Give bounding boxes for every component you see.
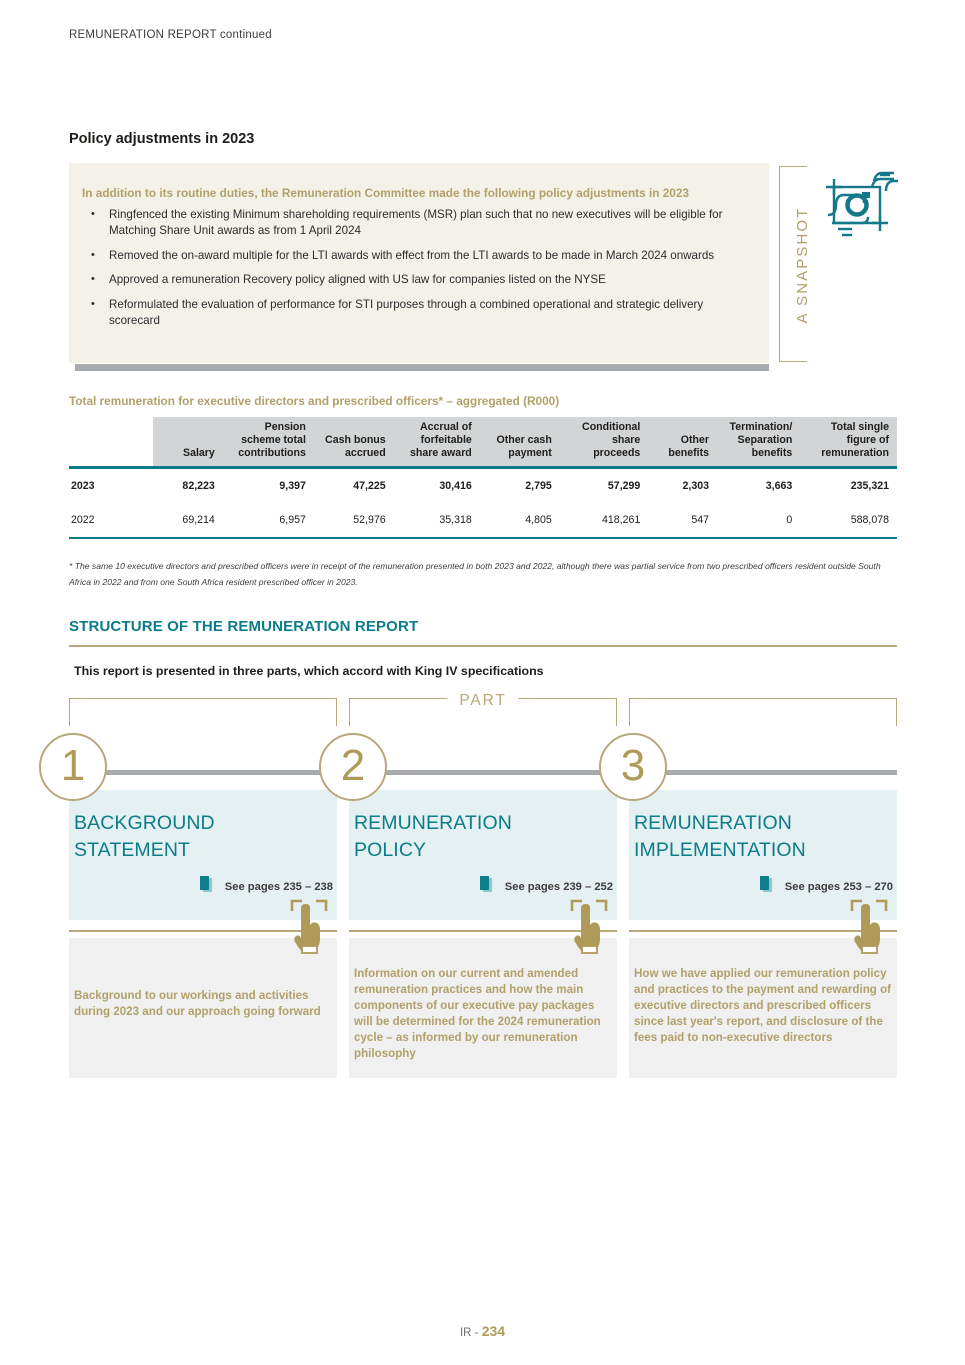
cell-other-benefits: 2,303 — [682, 479, 709, 492]
cell-salary: 82,223 — [182, 479, 215, 492]
table-header — [69, 417, 897, 467]
part-label: PART — [447, 692, 518, 710]
cell-other-benefits: 547 — [691, 513, 709, 526]
part-title: BACKGROUND STATEMENT — [74, 812, 215, 862]
cell-pension: 6,957 — [279, 513, 306, 526]
col-header-salary: Salary — [153, 417, 223, 467]
see-pages-link[interactable] — [200, 876, 333, 898]
col-header-other-benefits: Other benefits — [648, 417, 717, 467]
list-item: • Approved a remuneration Recovery policy aligned with US law for companies listed on the NYSE — [82, 272, 754, 288]
remuneration-table — [69, 417, 897, 539]
part-description: Information on our current and amended remuneration practices and how the main components of our executive pay packages will be determined for the 2024 remuneration cycle – as informed by our remuneration philosophy — [354, 967, 601, 1060]
document-icon — [200, 876, 217, 898]
cell-total: 588,078 — [850, 513, 889, 526]
part-title: REMUNERATION POLICY — [354, 812, 512, 862]
cell-total: 235,321 — [850, 479, 889, 492]
table-header-row — [69, 417, 897, 467]
cell-termination: 0 — [786, 513, 793, 526]
camera-icon — [814, 165, 902, 250]
snapshot-label: A SNAPSHOT — [794, 206, 811, 324]
click-hand-icon — [849, 898, 889, 961]
structure-subheading: This report is presented in three parts, which accord with King IV specifications — [74, 664, 544, 678]
table-row — [69, 503, 897, 538]
part-number-badge: 2 — [319, 733, 387, 801]
cell-salary: 69,214 — [182, 513, 215, 526]
see-pages-link[interactable] — [760, 876, 893, 898]
running-header: REMUNERATION REPORT continued — [69, 29, 272, 41]
document-icon — [480, 876, 497, 898]
col-header-conditional-share: Conditional share proceeds — [560, 417, 649, 467]
col-header-year — [69, 417, 153, 467]
part-bracket-2 — [349, 692, 617, 726]
page-number: 234 — [481, 1323, 506, 1339]
page-title: Policy adjustments in 2023 — [69, 131, 255, 147]
panel-shadow-bar — [75, 364, 769, 371]
see-pages-text: See pages 253 – 270 — [784, 881, 893, 893]
click-hand-icon — [569, 898, 609, 961]
part-bracket-row — [69, 692, 897, 728]
see-pages-link[interactable] — [480, 876, 613, 898]
structure-divider — [69, 645, 897, 647]
cell-year: 2023 — [71, 479, 95, 492]
see-pages-text: See pages 235 – 238 — [224, 881, 333, 893]
part-description: How we have applied our remuneration policy and practices to the payment and rewarding of executive directors and prescribed officers since last year's report, and disclosure of the fees paid to non-executive directors — [634, 967, 892, 1044]
col-header-total-single-figure: Total single figure of remuneration — [800, 417, 897, 467]
part-number-badge: 3 — [599, 733, 667, 801]
click-hand-icon — [289, 898, 329, 961]
cell-conditional-share: 418,261 — [602, 513, 641, 526]
part-bracket-1 — [69, 698, 337, 726]
column-top-bar — [629, 770, 897, 775]
col-header-other-cash: Other cash payment — [480, 417, 560, 467]
column-top-bar — [349, 770, 617, 775]
column-top-bar — [69, 770, 337, 775]
col-header-termination: Termination/ Separation benefits — [717, 417, 800, 467]
col-header-pension: Pension scheme total contributions — [223, 417, 314, 467]
cell-forfeitable-share: 35,318 — [439, 513, 472, 526]
list-item: • Removed the on-award multiple for the LTI awards with effect from the LTI awards to be made in March 2024 onwards — [82, 248, 754, 264]
part-title: REMUNERATION IMPLEMENTATION — [634, 812, 806, 862]
cell-termination: 3,663 — [765, 479, 793, 492]
part-number-badge: 1 — [39, 733, 107, 801]
cell-other-cash: 4,805 — [525, 513, 552, 526]
list-item: • Ringfenced the existing Minimum shareholding requirements (MSR) plan such that no new executives will be eligible for Matching Share Unit awards as from 1 April 2024 — [82, 207, 754, 240]
cell-pension: 9,397 — [279, 479, 306, 492]
table-body — [69, 467, 897, 538]
col-header-cash-bonus: Cash bonus accrued — [314, 417, 394, 467]
part-description: Background to our workings and activities during 2023 and our approach going forward — [74, 989, 321, 1018]
see-pages-text: See pages 239 – 252 — [504, 881, 613, 893]
cell-other-cash: 2,795 — [525, 479, 552, 492]
footer-prefix: IR - — [459, 1327, 482, 1339]
cell-cash-bonus: 52,976 — [353, 513, 386, 526]
cell-year: 2022 — [71, 513, 95, 526]
cell-conditional-share: 57,299 — [607, 479, 641, 492]
part-bracket-3 — [629, 698, 897, 726]
table-caption: Total remuneration for executive directors and prescribed officers* – aggregated (R000) — [69, 394, 560, 408]
col-header-forfeitable-share: Accrual of forfeitable share award — [394, 417, 480, 467]
list-item: • Reformulated the evaluation of performance for STI purposes through a combined operational and strategic delivery scorecard — [82, 297, 754, 330]
structure-heading: STRUCTURE OF THE REMUNERATION REPORT — [69, 618, 419, 635]
cell-forfeitable-share: 30,416 — [439, 479, 472, 492]
page-footer — [0, 1323, 965, 1339]
table-footnote: * The same 10 executive directors and prescribed officers were in receipt of the remuneration presented in both 2023 and 2022, although there was partial service from two prescribed officers resident outside South Africa in 2022 and from one South Africa resident prescribed officer in 2023. — [69, 561, 881, 588]
cell-cash-bonus: 47,225 — [353, 479, 386, 492]
policy-lead-text: In addition to its routine duties, the Remuneration Committee made the following policy adjustments in 2023 — [82, 186, 689, 200]
policy-bullet-list — [82, 207, 754, 338]
table-row — [69, 467, 897, 503]
document-icon — [760, 876, 777, 898]
